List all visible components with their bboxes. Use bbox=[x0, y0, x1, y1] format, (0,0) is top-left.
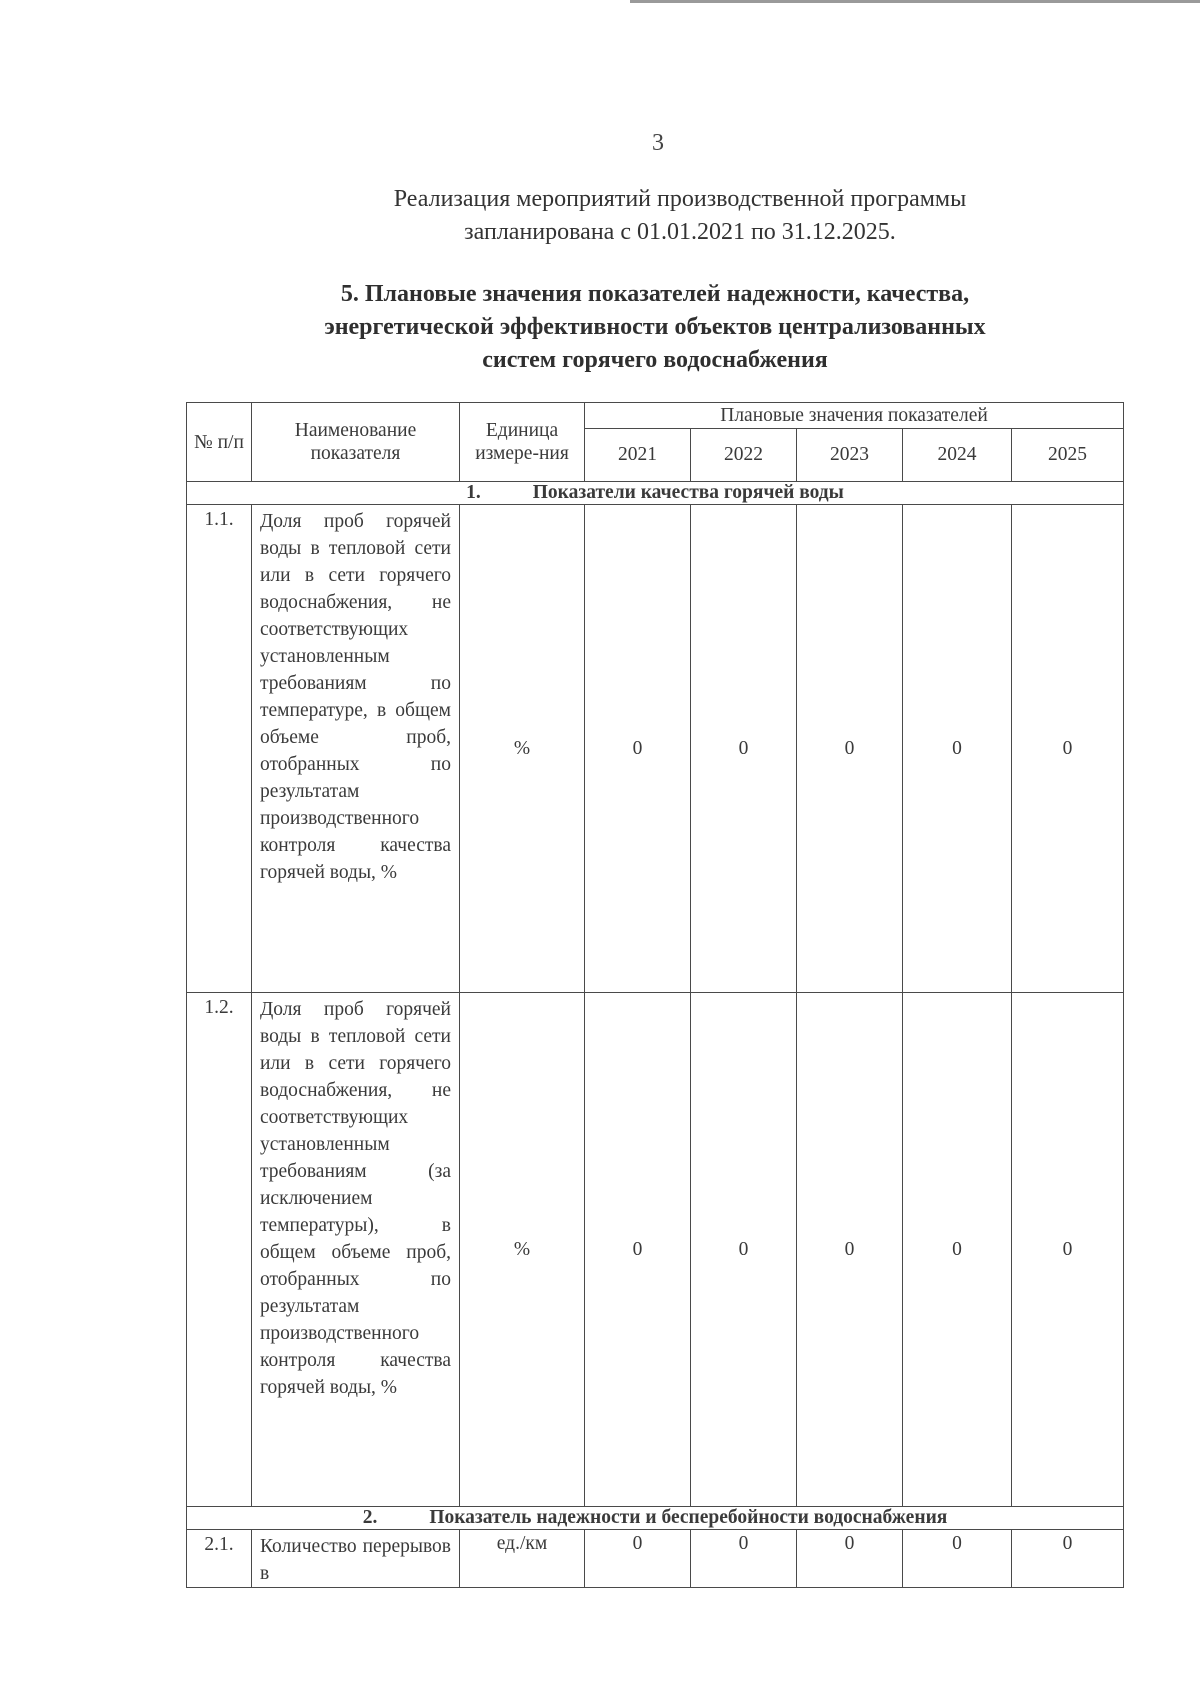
section-heading bbox=[187, 1507, 1124, 1530]
header-name: Наименование показателя bbox=[252, 403, 460, 482]
row-value: 0 bbox=[1012, 1530, 1124, 1588]
section-heading-text: Показатель надежности и бесперебойности водоснабжения bbox=[429, 1507, 948, 1528]
scan-edge-line bbox=[630, 0, 1200, 3]
section-title-line: 5. Плановые значения показателей надежности, качества, bbox=[340, 281, 970, 307]
header-unit: Единица измере-ния bbox=[460, 403, 585, 482]
header-row bbox=[187, 403, 1124, 429]
header-year: 2021 bbox=[585, 429, 691, 482]
row-index: 1.2. bbox=[187, 993, 252, 1507]
header-year: 2024 bbox=[903, 429, 1012, 482]
intro-line: запланирована с 01.01.2021 по 31.12.2025. bbox=[464, 219, 896, 245]
intro-text bbox=[300, 183, 1060, 249]
row-value: 0 bbox=[797, 993, 903, 1507]
row-value: 0 bbox=[691, 993, 797, 1507]
intro-line: Реализация мероприятий производственной программы bbox=[393, 186, 967, 212]
section-number: 1. bbox=[466, 482, 481, 503]
header-year: 2023 bbox=[797, 429, 903, 482]
page-number: 3 bbox=[652, 130, 664, 156]
row-value: 0 bbox=[691, 1530, 797, 1588]
row-index: 1.1. bbox=[187, 505, 252, 993]
table-row bbox=[187, 993, 1124, 1507]
row-value: 0 bbox=[585, 993, 691, 1507]
row-indicator-name: Доля проб горячей воды в тепловой сети или в сети горячего водоснабжения, не соответствующих установленным требованиям (за исключением температуры), в общем объеме проб, отобранных по результатам производственного контроля качества горячей воды, % bbox=[252, 993, 460, 1507]
section-row bbox=[187, 1507, 1124, 1530]
row-indicator-name: Количество перерывов в bbox=[252, 1530, 460, 1588]
table-row bbox=[187, 1530, 1124, 1588]
row-unit: % bbox=[460, 993, 585, 1507]
row-value: 0 bbox=[691, 505, 797, 993]
row-value: 0 bbox=[797, 1530, 903, 1588]
header-year: 2022 bbox=[691, 429, 797, 482]
row-value: 0 bbox=[903, 505, 1012, 993]
row-value: 0 bbox=[585, 1530, 691, 1588]
indicators-table bbox=[186, 402, 1124, 1588]
section-title bbox=[230, 278, 1080, 377]
section-heading-text: Показатели качества горячей воды bbox=[532, 482, 844, 503]
header-year: 2025 bbox=[1012, 429, 1124, 482]
row-value: 0 bbox=[903, 1530, 1012, 1588]
section-row bbox=[187, 482, 1124, 505]
row-value: 0 bbox=[585, 505, 691, 993]
table-row bbox=[187, 505, 1124, 993]
row-value: 0 bbox=[1012, 993, 1124, 1507]
row-index: 2.1. bbox=[187, 1530, 252, 1588]
row-value: 0 bbox=[797, 505, 903, 993]
row-indicator-name: Доля проб горячей воды в тепловой сети или в сети горячего водоснабжения, не соответствующих установленным требованиям по температуре, в общем объеме проб, отобранных по результатам производственного контроля качества горячей воды, % bbox=[252, 505, 460, 993]
header-planned-values: Плановые значения показателей bbox=[585, 403, 1124, 429]
section-number: 2. bbox=[362, 1507, 378, 1528]
section-title-line: систем горячего водоснабжения bbox=[482, 347, 828, 373]
row-value: 0 bbox=[903, 993, 1012, 1507]
header-num: № п/п bbox=[187, 403, 252, 482]
row-value: 0 bbox=[1012, 505, 1124, 993]
section-heading bbox=[187, 482, 1124, 505]
row-unit: % bbox=[460, 505, 585, 993]
section-title-line: энергетической эффективности объектов централизованных bbox=[324, 314, 986, 340]
row-unit: ед./км bbox=[460, 1530, 585, 1588]
